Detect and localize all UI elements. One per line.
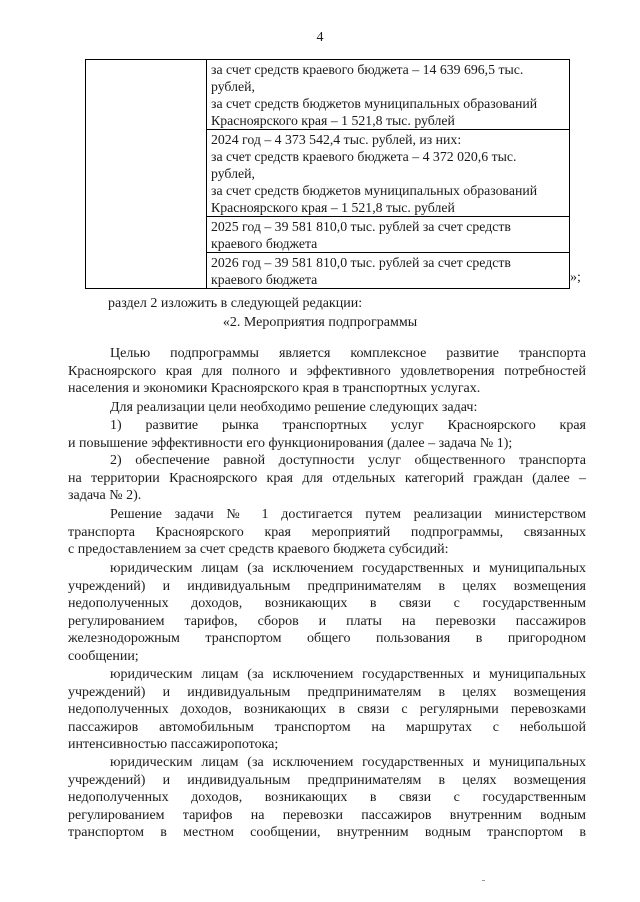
paragraph-line-box: [68, 613, 586, 631]
paragraph-line: сообщении;: [68, 649, 139, 664]
paragraph-line-box: [110, 666, 586, 684]
paragraph-line-box: [68, 807, 586, 825]
paragraph-line: Решение задачи № 1 достигается путем реализации министерством: [110, 507, 586, 522]
paragraph-line-box: [68, 435, 586, 453]
paragraph-line: железнодорожным транспортом общего пользования в пригородном: [68, 631, 586, 647]
paragraph-line: Красноярского края для полного и эффективного удовлетворения потребностей: [68, 363, 586, 379]
paragraph-line: юридическим лицам (за исключением государственных и муниципальных: [110, 667, 586, 682]
paragraph-line: пассажиров автомобильным транспортом на маршрутах с небольшой: [68, 719, 586, 735]
paragraph-line: недополученных доходов, возникающих в связи с государственным: [68, 596, 586, 612]
paragraph-line-box: [68, 824, 586, 842]
paragraph-line: недополученных доходов, возникающих в связи с государственным: [68, 790, 586, 806]
paragraph-line: с предоставлением за счет средств краевого бюджета субсидий:: [68, 542, 449, 558]
paragraph-line-box: [68, 684, 586, 702]
paragraph-line: 1) развитие рынка транспортных услуг Красноярского края: [110, 418, 586, 433]
table-cell: [207, 253, 570, 289]
paragraph-line-box: [68, 487, 586, 505]
table-cell: [207, 130, 570, 217]
paragraph-line: и повышение эффективности его функционирования (далее – задача № 1);: [68, 435, 513, 451]
table-cell-line: за счет средств краевого бюджета – 14 639 696,5 тыс.: [211, 62, 524, 77]
paragraph-line: населения и экономики Красноярского края в транспортных услугах.: [68, 381, 481, 397]
table-cell: [207, 217, 570, 253]
page-number: 4: [316, 30, 324, 45]
paragraph-line: транспортом в местном сообщении, внутренним водным транспортом в: [68, 825, 586, 841]
paragraph-line-box: [68, 595, 586, 613]
paragraph-line-box: [68, 736, 586, 754]
paragraph-line: Целью подпрограммы является комплексное развитие транспорта: [110, 346, 586, 361]
paragraph-line: юридическим лицам (за исключением государственных и муниципальных: [110, 561, 586, 576]
section-heading: «2. Мероприятия подпрограммы: [222, 315, 418, 330]
paragraph-line: 2) обеспечение равной доступности услуг общественного транспорта: [110, 453, 586, 468]
paragraph-line-box: [68, 363, 586, 381]
paragraph-line-box: [110, 345, 586, 363]
table-cell-line: Красноярского края – 1 521,8 тыс. рублей: [211, 113, 455, 128]
paragraph-line-box: [68, 772, 586, 790]
table-cell-line: Красноярского края – 1 521,8 тыс. рублей: [211, 200, 455, 215]
paragraph-line: учреждений) и индивидуальным предпринимателям в целях возмещения: [68, 684, 586, 700]
paragraph-line-box: [68, 630, 586, 648]
paragraph-line-box: [110, 506, 586, 524]
paragraph-line-box: [68, 578, 586, 596]
paragraph-line-box: [68, 524, 586, 542]
paragraph-line: интенсивностью пассажиропотока;: [68, 737, 279, 753]
closing-quote: »;: [570, 270, 581, 285]
paragraph-line-box: [68, 541, 586, 559]
paragraph-line: учреждений) и индивидуальным предпринимателям в целях возмещения: [68, 772, 586, 788]
table-cell-line: краевого бюджета: [211, 236, 318, 251]
paragraph-line-box: [110, 417, 586, 435]
paragraph-line-box: [68, 719, 586, 737]
paragraph-line: регулированием тарифов, сборов и платы на перевозки пассажиров: [68, 613, 586, 629]
table-row: [86, 60, 570, 130]
paragraph-line-box: [68, 648, 586, 666]
table-cell-line: за счет средств краевого бюджета – 4 372 020,6 тыс.: [211, 149, 517, 164]
intro-line: раздел 2 изложить в следующей редакции:: [108, 296, 363, 311]
paragraph-line: регулированием тарифов на перевозки пассажиров внутренним водным: [68, 807, 586, 823]
paragraph-line-box: [68, 789, 586, 807]
paragraph-line-box: [68, 470, 586, 488]
paragraph-line: недополученных доходов, возникающих в связи с регулярными перевозками: [68, 702, 586, 718]
table-cell-line: за счет средств бюджетов муниципальных образований: [211, 183, 538, 198]
table-cell-line: 2024 год – 4 373 542,4 тыс. рублей, из них:: [211, 132, 462, 147]
paragraph-line-box: [110, 452, 586, 470]
paragraph-line: на территории Красноярского края для отдельных категорий граждан (далее –: [68, 470, 586, 486]
table-cell-line: краевого бюджета: [211, 272, 318, 287]
table-cell: [207, 60, 570, 130]
ink-mark: [482, 880, 485, 881]
paragraph-line-box: [110, 560, 586, 578]
paragraph-line: юридическим лицам (за исключением государственных и муниципальных: [110, 755, 586, 770]
paragraph-line-box: [68, 701, 586, 719]
table-cell-line: рублей,: [211, 166, 255, 181]
table-empty-cell: [86, 60, 207, 289]
paragraph-line: учреждений) и индивидуальным предпринимателям в целях возмещения: [68, 578, 586, 594]
paragraph-line: транспорта Красноярского края мероприятий подпрограммы, связанных: [68, 524, 586, 540]
table-cell-line: 2026 год – 39 581 810,0 тыс. рублей за счет средств: [211, 255, 511, 270]
paragraph-line: задача № 2).: [68, 488, 142, 504]
paragraph-line-box: [68, 380, 586, 398]
table-cell-line: 2025 год – 39 581 810,0 тыс. рублей за счет средств: [211, 219, 511, 234]
budget-table: [85, 59, 570, 289]
table-cell-line: за счет средств бюджетов муниципальных образований: [211, 96, 538, 111]
paragraph-line-box: [110, 399, 586, 417]
paragraph-line: Для реализации цели необходимо решение следующих задач:: [110, 400, 478, 415]
paragraph-line-box: [110, 754, 586, 772]
table-cell-line: рублей,: [211, 79, 255, 94]
